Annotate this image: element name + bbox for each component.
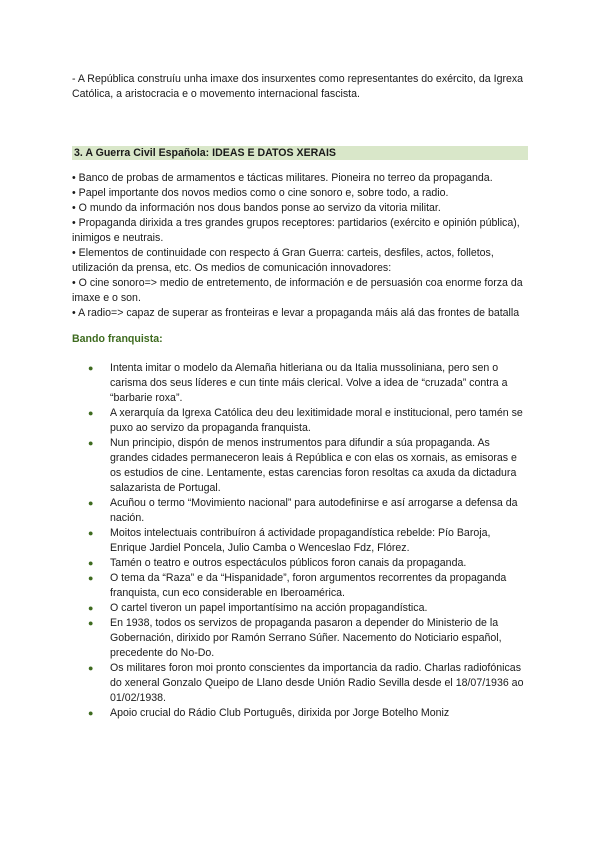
bullet-icon: ● bbox=[88, 573, 94, 583]
list-item bbox=[72, 361, 528, 406]
list-item bbox=[72, 706, 528, 721]
list-item bbox=[72, 571, 528, 601]
section-heading: 3. A Guerra Civil Española: IDEAS E DATOS XERAIS bbox=[72, 146, 528, 160]
document-page bbox=[72, 72, 528, 721]
list-item-text: Acuñou o termo “Movimiento nacional” para autodefinirse e así arrogarse a defensa da nación. bbox=[110, 497, 518, 524]
general-point: • O mundo da información nos dous bandos ponse ao servizo da vitoria militar. bbox=[72, 202, 441, 214]
intro-paragraph: - A República construíu unha imaxe dos insurxentes como representantes do exército, da Igrexa Católica, a aristocracia e o movemento internacional fascista. bbox=[72, 73, 524, 100]
general-point: • Elementos de continuidade con respecto á Gran Guerra: carteis, desfiles, actos, folletos, utilización da prensa, etc. Os medios de comunicación innovadores: bbox=[72, 247, 494, 274]
bullet-icon: ● bbox=[88, 528, 94, 538]
bullet-icon: ● bbox=[88, 618, 94, 628]
list-item-text: O cartel tiveron un papel importantísimo na acción propagandística. bbox=[110, 602, 428, 614]
general-point: • O cine sonoro=> medio de entretemento, de información e de persuasión coa enorme forza da imaxe e o son. bbox=[72, 277, 523, 304]
bullet-icon: ● bbox=[88, 363, 94, 373]
general-point: • Propaganda dirixida a tres grandes grupos receptores: partidarios (exército e opinión pública), inimigos e neutrais. bbox=[72, 217, 520, 244]
list-item-text: Nun principio, dispón de menos instrumentos para difundir a súa propaganda. As grandes cidades permaneceron leais á República e con elas os xornais, as emisoras e os estudios de cine. Lentamente, estas carencias foron resoltas ca axuda da dictadura salazarista de Portugal. bbox=[110, 437, 517, 494]
bullet-icon: ● bbox=[88, 438, 94, 448]
list-item bbox=[72, 436, 528, 496]
bando-franquista-list bbox=[72, 361, 528, 721]
bando-franquista-heading: Bando franquista: bbox=[72, 333, 163, 345]
bullet-icon: ● bbox=[88, 408, 94, 418]
list-item-text: A xerarquía da Igrexa Católica deu deu lexitimidade moral e institucional, pero tamén se puxo ao servizo da propaganda franquista. bbox=[110, 407, 523, 434]
list-item bbox=[72, 406, 528, 436]
list-item bbox=[72, 496, 528, 526]
general-point: • A radio=> capaz de superar as fronteiras e levar a propaganda máis alá das frontes de batalla bbox=[72, 307, 520, 319]
bullet-icon: ● bbox=[88, 558, 94, 568]
list-item-text: Tamén o teatro e outros espectáculos públicos foron canais da propaganda. bbox=[110, 557, 467, 569]
bullet-icon: ● bbox=[88, 663, 94, 673]
list-item-text: Moitos intelectuais contribuíron á actividade propagandística rebelde: Pío Baroja, Enrique Jardiel Poncela, Julio Camba o Wenceslao Fdz, Flórez. bbox=[110, 527, 491, 554]
list-item bbox=[72, 616, 528, 661]
list-item bbox=[72, 661, 528, 706]
list-item-text: O tema da “Raza” e da “Hispanidade”, foron argumentos recorrentes da propaganda franquista, cun eco considerable en Iberoamérica. bbox=[110, 572, 507, 599]
list-item bbox=[72, 556, 528, 571]
list-item-text: Apoio crucial do Rádio Club Português, dirixida por Jorge Botelho Moniz bbox=[110, 707, 450, 719]
list-item-text: Os militares foron moi pronto conscientes da importancia da radio. Charlas radiofónicas do xeneral Gonzalo Queipo de Llano desde Unión Radio Sevilla desde el 18/07/1936 ao 01/02/1938. bbox=[110, 662, 524, 704]
bullet-icon: ● bbox=[88, 498, 94, 508]
general-point: • Banco de probas de armamentos e tácticas militares. Pioneira no terreo da propaganda. bbox=[72, 172, 493, 184]
list-item bbox=[72, 526, 528, 556]
general-point: • Papel importante dos novos medios como o cine sonoro e, sobre todo, a radio. bbox=[72, 187, 449, 199]
bullet-icon: ● bbox=[88, 603, 94, 613]
general-points bbox=[72, 171, 528, 321]
list-item-text: En 1938, todos os servizos de propaganda pasaron a depender do Ministerio de la Gobernación, dirixido por Ramón Serrano Súñer. Nacemento do Noticiario español, precedente do No-Do. bbox=[110, 617, 502, 659]
bullet-icon: ● bbox=[88, 708, 94, 718]
list-item-text: Intenta imitar o modelo da Alemaña hitleriana ou da Italia mussoliniana, pero sen o carisma dos seus líderes e cun tinte máis clerical. Volve a idea de “cruzada” contra a “barbarie roxa”. bbox=[110, 362, 508, 404]
list-item bbox=[72, 601, 528, 616]
